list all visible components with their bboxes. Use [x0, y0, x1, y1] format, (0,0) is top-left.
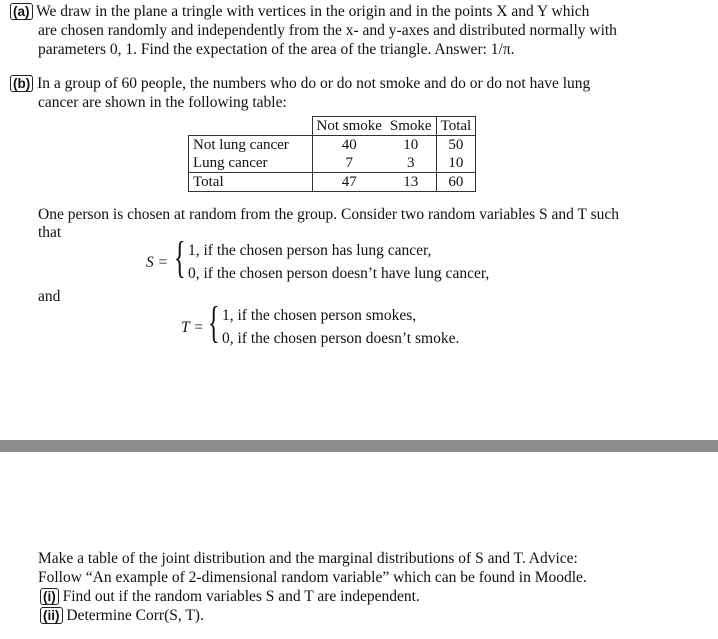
table-header: Total	[436, 117, 476, 136]
table-header: Not smoke	[312, 117, 386, 136]
part-a-label: (a)	[10, 3, 33, 20]
part-b-text1: In a group of 60 people, the numbers who do or do not smoke and do or do not have lung	[37, 75, 591, 92]
rv-intro-line2: that	[38, 224, 62, 241]
part-a-text1: We draw in the plane a tringle with vertices in the origin and in the points X and Y which	[36, 3, 590, 20]
table-cell: 47	[312, 173, 386, 192]
table-cell: 7	[312, 154, 386, 173]
table-cell: 50	[436, 136, 476, 155]
s-brace: {	[174, 233, 186, 282]
sub-ii	[40, 606, 204, 625]
table-header-row	[189, 117, 476, 136]
row-label: Lung cancer	[189, 154, 313, 173]
table-cell: 40	[312, 136, 386, 155]
t-brace: {	[208, 298, 220, 347]
part-b-line1	[10, 74, 590, 93]
s-case2: 0, if the chosen person doesn’t have lung cancer,	[188, 265, 490, 282]
and-text: and	[38, 288, 61, 305]
row-label: Not lung cancer	[189, 136, 313, 155]
rv-intro-line1: One person is chosen at random from the group. Consider two random variables S and T such	[38, 206, 619, 223]
sub-i	[40, 587, 420, 606]
s-lhs: S =	[146, 254, 169, 271]
sub-i-text: Find out if the random variables S and T are independent.	[62, 588, 420, 605]
part-b-line2: cancer are shown in the following table:	[38, 94, 287, 111]
s-case1: 1, if the chosen person has lung cancer,	[188, 242, 432, 259]
t-lhs: T =	[181, 319, 204, 336]
table-header: Smoke	[386, 117, 436, 136]
table-row	[189, 154, 476, 173]
sub-i-label: (i)	[40, 588, 59, 605]
smoking-cancer-table	[188, 116, 476, 192]
part-b-label: (b)	[10, 75, 33, 92]
table-cell: 10	[436, 154, 476, 173]
t-case1: 1, if the chosen person smokes,	[222, 307, 417, 324]
part-a-line2: are chosen randomly and independently from the x- and y-axes and distributed normally with	[38, 22, 617, 39]
sub-ii-text: Determine Corr(S, T).	[66, 607, 204, 624]
table-row	[189, 136, 476, 155]
page-separator	[0, 440, 718, 452]
task-line1: Make a table of the joint distribution and the marginal distributions of S and T. Advice:	[38, 550, 578, 567]
table-cell: 10	[403, 137, 419, 153]
table-cell: 60	[436, 173, 476, 192]
part-a-line3: parameters 0, 1. Find the expectation of the area of the triangle. Answer: 1/π.	[38, 41, 515, 58]
sub-ii-label: (ii)	[40, 607, 63, 624]
table-row	[189, 173, 476, 192]
row-label: Total	[189, 173, 313, 192]
t-case2: 0, if the chosen person doesn’t smoke.	[222, 330, 460, 347]
part-a-line1	[10, 2, 589, 21]
table-corner	[189, 117, 313, 136]
table-cell: 13	[386, 173, 436, 192]
task-line2: Follow “An example of 2-dimensional random variable” which can be found in Moodle.	[38, 569, 587, 586]
table-cell: 3	[407, 155, 415, 171]
